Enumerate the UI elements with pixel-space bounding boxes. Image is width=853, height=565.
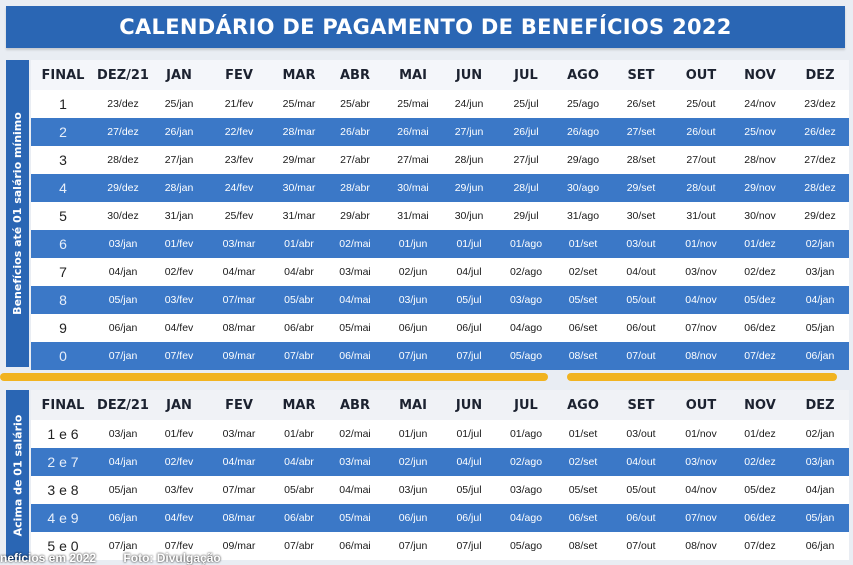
payment-date-cell: 01/jul (443, 420, 495, 448)
payment-date-cell: 25/ago (557, 90, 609, 118)
section1-side-label: Benefícios até 01 salário mínimo (11, 112, 24, 315)
payment-date-cell: 28/jan (151, 174, 207, 202)
payment-date-cell: 03/mar (207, 230, 271, 258)
payment-date-cell: 04/ago (495, 504, 557, 532)
column-header: DEZ (791, 390, 849, 420)
payment-date-cell: 07/out (609, 342, 673, 370)
payment-date-cell: 03/out (609, 420, 673, 448)
payment-date-cell: 04/jan (791, 476, 849, 504)
payment-date-cell: 31/out (673, 202, 729, 230)
photo-credit: Foto: Divulgação (123, 551, 221, 565)
payment-date-cell: 25/jan (151, 90, 207, 118)
payment-date-cell: 02/set (557, 258, 609, 286)
column-header: DEZ (791, 60, 849, 90)
payment-date-cell: 03/jun (383, 286, 443, 314)
payment-date-cell: 01/jun (383, 230, 443, 258)
payment-date-cell: 03/fev (151, 286, 207, 314)
payment-date-cell: 05/jul (443, 476, 495, 504)
payment-date-cell: 03/mar (207, 420, 271, 448)
payment-date-cell: 31/ago (557, 202, 609, 230)
payment-date-cell: 05/mai (327, 314, 383, 342)
payment-date-cell: 08/mar (207, 504, 271, 532)
payment-date-cell: 29/nov (729, 174, 791, 202)
payment-date-cell: 06/mai (327, 532, 383, 560)
payment-date-cell: 06/dez (729, 314, 791, 342)
payment-date-cell: 05/ago (495, 342, 557, 370)
final-digit-cell: 4 (31, 174, 95, 202)
payment-date-cell: 05/out (609, 476, 673, 504)
payment-date-cell: 25/jul (495, 90, 557, 118)
payment-date-cell: 03/fev (151, 476, 207, 504)
final-digit-cell: 5 (31, 202, 95, 230)
payment-date-cell: 24/fev (207, 174, 271, 202)
payment-date-cell: 27/jul (495, 146, 557, 174)
payment-date-cell: 30/dez (95, 202, 151, 230)
payment-date-cell: 06/jan (791, 342, 849, 370)
payment-date-cell: 02/dez (729, 448, 791, 476)
payment-date-cell: 29/ago (557, 146, 609, 174)
payment-date-cell: 28/dez (95, 146, 151, 174)
column-header: FINAL (31, 60, 95, 90)
payment-date-cell: 31/mai (383, 202, 443, 230)
payment-date-cell: 05/abr (271, 476, 327, 504)
gold-divider-right (567, 373, 837, 381)
payment-date-cell: 25/fev (207, 202, 271, 230)
final-digit-cell: 4 e 9 (31, 504, 95, 532)
payment-date-cell: 06/jul (443, 314, 495, 342)
payment-date-cell: 03/ago (495, 286, 557, 314)
payment-date-cell: 04/fev (151, 314, 207, 342)
payment-date-cell: 07/abr (271, 342, 327, 370)
payment-date-cell: 27/jan (151, 146, 207, 174)
payment-date-cell: 07/mar (207, 476, 271, 504)
payment-date-cell: 04/jan (95, 448, 151, 476)
payment-date-cell: 07/abr (271, 532, 327, 560)
payment-date-cell: 03/mai (327, 448, 383, 476)
payment-date-cell: 26/mai (383, 118, 443, 146)
payment-date-cell: 26/jan (151, 118, 207, 146)
section2-side-label-bar (6, 390, 29, 560)
final-digit-cell: 9 (31, 314, 95, 342)
payment-date-cell: 29/mar (271, 146, 327, 174)
payment-date-cell: 05/mai (327, 504, 383, 532)
final-digit-cell: 5 e 0 (31, 532, 95, 560)
payment-date-cell: 04/out (609, 448, 673, 476)
payment-date-cell: 26/set (609, 90, 673, 118)
payment-date-cell: 05/set (557, 476, 609, 504)
payment-date-cell: 01/fev (151, 420, 207, 448)
payment-date-cell: 25/out (673, 90, 729, 118)
payment-date-cell: 31/mar (271, 202, 327, 230)
payment-date-cell: 06/jun (383, 314, 443, 342)
payment-date-cell: 06/jun (383, 504, 443, 532)
payment-date-cell: 31/jan (151, 202, 207, 230)
schedule-table-basic (31, 60, 849, 370)
final-digit-cell: 2 (31, 118, 95, 146)
payment-date-cell: 04/mar (207, 448, 271, 476)
payment-date-cell: 27/dez (95, 118, 151, 146)
payment-date-cell: 26/dez (791, 118, 849, 146)
payment-date-cell: 25/abr (327, 90, 383, 118)
payment-date-cell: 06/mai (327, 342, 383, 370)
payment-date-cell: 07/fev (151, 532, 207, 560)
payment-date-cell: 04/jan (95, 258, 151, 286)
section2-side-label: Acima de 01 salário (11, 414, 24, 536)
payment-date-cell: 02/ago (495, 258, 557, 286)
payment-date-cell: 05/dez (729, 286, 791, 314)
payment-date-cell: 04/nov (673, 476, 729, 504)
payment-date-cell: 09/mar (207, 342, 271, 370)
payment-date-cell: 08/set (557, 532, 609, 560)
column-header: FEV (207, 60, 271, 90)
payment-date-cell: 27/out (673, 146, 729, 174)
payment-date-cell: 07/jul (443, 532, 495, 560)
payment-date-cell: 01/set (557, 230, 609, 258)
payment-date-cell: 08/mar (207, 314, 271, 342)
payment-date-cell: 28/mar (271, 118, 327, 146)
payment-date-cell: 05/set (557, 286, 609, 314)
payment-date-cell: 29/jul (495, 202, 557, 230)
final-digit-cell: 8 (31, 286, 95, 314)
payment-date-cell: 29/dez (95, 174, 151, 202)
payment-date-cell: 30/jun (443, 202, 495, 230)
payment-date-cell: 02/ago (495, 448, 557, 476)
payment-date-cell: 28/out (673, 174, 729, 202)
column-header: SET (609, 60, 673, 90)
payment-date-cell: 27/jun (443, 118, 495, 146)
payment-date-cell: 01/set (557, 420, 609, 448)
payment-date-cell: 25/mar (271, 90, 327, 118)
final-digit-cell: 6 (31, 230, 95, 258)
payment-date-cell: 26/jul (495, 118, 557, 146)
payment-date-cell: 05/jan (791, 504, 849, 532)
caption-text: nefícios em 2022 (0, 551, 97, 565)
payment-date-cell: 04/jul (443, 448, 495, 476)
payment-date-cell: 01/jul (443, 230, 495, 258)
payment-date-cell: 27/mai (383, 146, 443, 174)
payment-date-cell: 07/dez (729, 532, 791, 560)
payment-date-cell: 02/mai (327, 420, 383, 448)
column-header: JUL (495, 390, 557, 420)
payment-date-cell: 02/set (557, 448, 609, 476)
final-digit-cell: 2 e 7 (31, 448, 95, 476)
payment-date-cell: 06/jul (443, 504, 495, 532)
column-header: DEZ/21 (95, 60, 151, 90)
payment-date-cell: 26/out (673, 118, 729, 146)
payment-date-cell: 04/jan (791, 286, 849, 314)
payment-date-cell: 29/abr (327, 202, 383, 230)
payment-date-cell: 07/mar (207, 286, 271, 314)
payment-date-cell: 01/fev (151, 230, 207, 258)
column-header: SET (609, 390, 673, 420)
column-header: ABR (327, 390, 383, 420)
final-digit-cell: 1 e 6 (31, 420, 95, 448)
payment-date-cell: 07/jan (95, 532, 151, 560)
payment-date-cell: 04/jul (443, 258, 495, 286)
payment-date-cell: 04/mai (327, 476, 383, 504)
payment-date-cell: 02/dez (729, 258, 791, 286)
payment-date-cell: 27/set (609, 118, 673, 146)
payment-date-cell: 07/dez (729, 342, 791, 370)
column-header: MAI (383, 60, 443, 90)
payment-date-cell: 28/abr (327, 174, 383, 202)
payment-date-cell: 04/mar (207, 258, 271, 286)
final-digit-cell: 3 (31, 146, 95, 174)
payment-date-cell: 03/jan (95, 420, 151, 448)
payment-date-cell: 04/ago (495, 314, 557, 342)
payment-date-cell: 05/abr (271, 286, 327, 314)
column-header: OUT (673, 390, 729, 420)
schedule-table-above (31, 390, 849, 560)
column-header: NOV (729, 390, 791, 420)
payment-date-cell: 02/jun (383, 258, 443, 286)
payment-date-cell: 03/nov (673, 448, 729, 476)
payment-date-cell: 28/set (609, 146, 673, 174)
payment-date-cell: 07/jul (443, 342, 495, 370)
payment-date-cell: 04/mai (327, 286, 383, 314)
payment-date-cell: 06/abr (271, 314, 327, 342)
column-header: MAI (383, 390, 443, 420)
payment-date-cell: 01/ago (495, 230, 557, 258)
payment-date-cell: 06/dez (729, 504, 791, 532)
payment-date-cell: 02/jun (383, 448, 443, 476)
payment-date-cell: 28/nov (729, 146, 791, 174)
payment-date-cell: 02/fev (151, 258, 207, 286)
column-header: NOV (729, 60, 791, 90)
payment-date-cell: 06/set (557, 314, 609, 342)
payment-date-cell: 01/ago (495, 420, 557, 448)
gold-divider-left (0, 373, 548, 381)
payment-date-cell: 06/out (609, 314, 673, 342)
column-header: ABR (327, 60, 383, 90)
payment-date-cell: 09/mar (207, 532, 271, 560)
payment-date-cell: 03/mai (327, 258, 383, 286)
payment-date-cell: 02/jan (791, 230, 849, 258)
payment-date-cell: 03/jan (791, 448, 849, 476)
payment-date-cell: 06/abr (271, 504, 327, 532)
payment-date-cell: 04/fev (151, 504, 207, 532)
payment-date-cell: 08/nov (673, 342, 729, 370)
payment-date-cell: 01/jun (383, 420, 443, 448)
payment-date-cell: 06/jan (791, 532, 849, 560)
column-header: AGO (557, 60, 609, 90)
payment-date-cell: 01/abr (271, 230, 327, 258)
payment-date-cell: 02/jan (791, 420, 849, 448)
payment-date-cell: 25/mai (383, 90, 443, 118)
payment-date-cell: 04/abr (271, 258, 327, 286)
payment-date-cell: 03/out (609, 230, 673, 258)
payment-date-cell: 03/jan (791, 258, 849, 286)
payment-date-cell: 21/fev (207, 90, 271, 118)
column-header: JAN (151, 390, 207, 420)
column-header: MAR (271, 390, 327, 420)
payment-date-cell: 08/nov (673, 532, 729, 560)
payment-date-cell: 30/mai (383, 174, 443, 202)
payment-date-cell: 01/nov (673, 230, 729, 258)
column-header: FINAL (31, 390, 95, 420)
column-header: JUN (443, 390, 495, 420)
column-header: JAN (151, 60, 207, 90)
payment-date-cell: 28/jul (495, 174, 557, 202)
payment-date-cell: 26/ago (557, 118, 609, 146)
payment-date-cell: 30/ago (557, 174, 609, 202)
final-digit-cell: 3 e 8 (31, 476, 95, 504)
payment-date-cell: 05/ago (495, 532, 557, 560)
payment-date-cell: 07/jun (383, 532, 443, 560)
payment-date-cell: 02/fev (151, 448, 207, 476)
final-digit-cell: 0 (31, 342, 95, 370)
payment-date-cell: 03/jun (383, 476, 443, 504)
payment-date-cell: 08/set (557, 342, 609, 370)
payment-date-cell: 07/out (609, 532, 673, 560)
final-digit-cell: 7 (31, 258, 95, 286)
image-caption (0, 551, 245, 565)
payment-date-cell: 06/jan (95, 504, 151, 532)
payment-date-cell: 26/abr (327, 118, 383, 146)
payment-date-cell: 23/dez (95, 90, 151, 118)
payment-date-cell: 07/nov (673, 504, 729, 532)
payment-date-cell: 04/abr (271, 448, 327, 476)
payment-date-cell: 03/jan (95, 230, 151, 258)
payment-date-cell: 29/jun (443, 174, 495, 202)
column-header: OUT (673, 60, 729, 90)
payment-date-cell: 05/jan (95, 286, 151, 314)
payment-date-cell: 29/set (609, 174, 673, 202)
payment-date-cell: 29/dez (791, 202, 849, 230)
payment-date-cell: 23/fev (207, 146, 271, 174)
payment-date-cell: 06/jan (95, 314, 151, 342)
payment-date-cell: 05/jul (443, 286, 495, 314)
page-title: CALENDÁRIO DE PAGAMENTO DE BENEFÍCIOS 2022 (6, 6, 845, 48)
payment-date-cell: 30/nov (729, 202, 791, 230)
column-header: AGO (557, 390, 609, 420)
column-header: DEZ/21 (95, 390, 151, 420)
section1-side-label-bar (6, 60, 29, 367)
payment-date-cell: 01/dez (729, 230, 791, 258)
payment-date-cell: 06/set (557, 504, 609, 532)
payment-date-cell: 07/nov (673, 314, 729, 342)
payment-date-cell: 04/nov (673, 286, 729, 314)
payment-date-cell: 07/jan (95, 342, 151, 370)
payment-date-cell: 01/abr (271, 420, 327, 448)
payment-date-cell: 01/nov (673, 420, 729, 448)
payment-date-cell: 27/abr (327, 146, 383, 174)
payment-date-cell: 04/out (609, 258, 673, 286)
payment-date-cell: 27/dez (791, 146, 849, 174)
column-header: JUL (495, 60, 557, 90)
payment-date-cell: 03/nov (673, 258, 729, 286)
payment-date-cell: 05/jan (791, 314, 849, 342)
column-header: FEV (207, 390, 271, 420)
payment-date-cell: 23/dez (791, 90, 849, 118)
payment-date-cell: 07/fev (151, 342, 207, 370)
column-header: MAR (271, 60, 327, 90)
payment-date-cell: 02/mai (327, 230, 383, 258)
payment-date-cell: 30/set (609, 202, 673, 230)
payment-date-cell: 22/fev (207, 118, 271, 146)
payment-date-cell: 03/ago (495, 476, 557, 504)
payment-date-cell: 01/dez (729, 420, 791, 448)
payment-date-cell: 28/jun (443, 146, 495, 174)
payment-date-cell: 24/nov (729, 90, 791, 118)
payment-date-cell: 05/dez (729, 476, 791, 504)
payment-date-cell: 07/jun (383, 342, 443, 370)
payment-date-cell: 25/nov (729, 118, 791, 146)
column-header: JUN (443, 60, 495, 90)
payment-date-cell: 24/jun (443, 90, 495, 118)
final-digit-cell: 1 (31, 90, 95, 118)
payment-date-cell: 30/mar (271, 174, 327, 202)
payment-date-cell: 05/jan (95, 476, 151, 504)
payment-date-cell: 06/out (609, 504, 673, 532)
payment-date-cell: 28/dez (791, 174, 849, 202)
payment-date-cell: 05/out (609, 286, 673, 314)
